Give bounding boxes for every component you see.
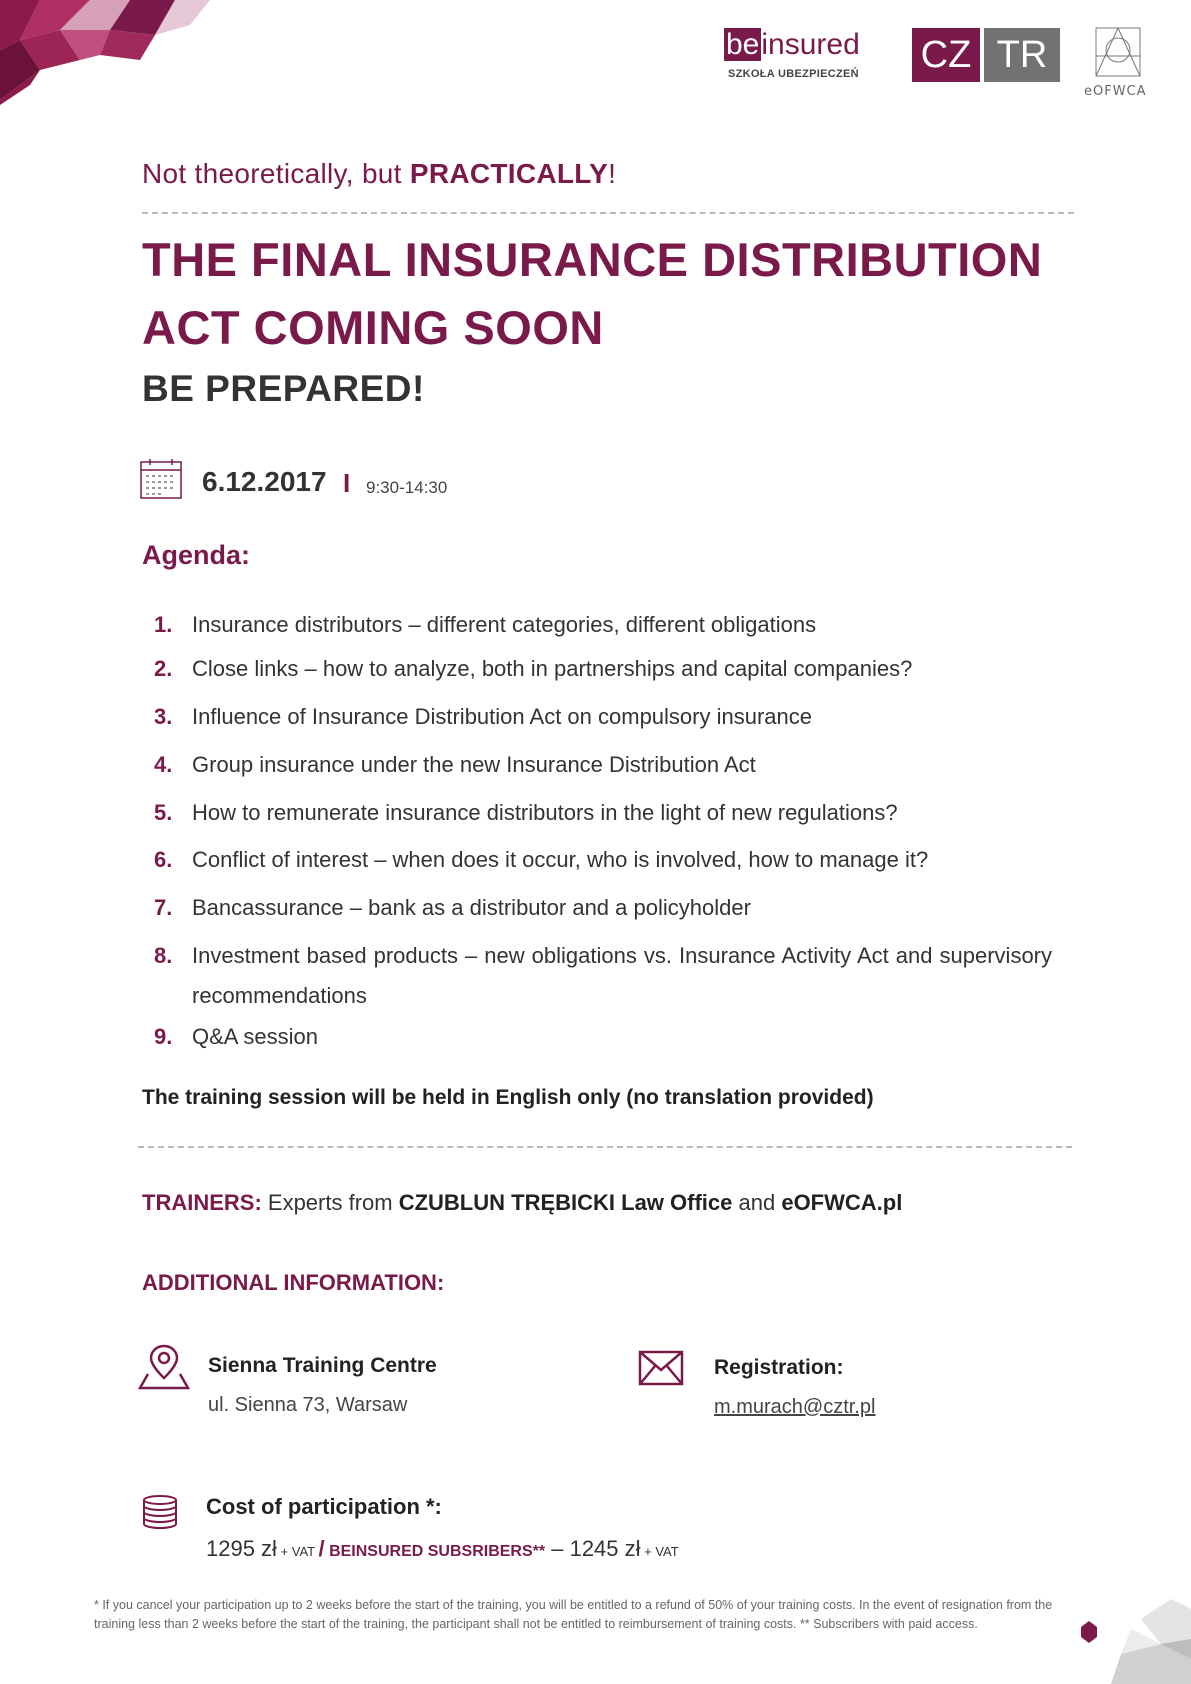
trainers-line: TRAINERS: Experts from CZUBLUN TRĘBICKI Law Office and eOFWCA.pl xyxy=(142,1190,903,1215)
envelope-icon xyxy=(638,1348,686,1388)
venue-name: Sienna Training Centre xyxy=(208,1354,437,1377)
beinsured-logo: beinsured SZKOŁA UBEZPIECZEŃ xyxy=(726,28,860,80)
subtitle: BE PREPARED! xyxy=(142,368,425,409)
title-line-1: THE FINAL INSURANCE DISTRIBUTION xyxy=(142,233,1043,286)
agenda-heading: Agenda: xyxy=(142,540,250,570)
event-time: 9:30-14:30 xyxy=(366,478,448,497)
registration-label: Registration: xyxy=(714,1356,844,1379)
tagline: Not theoretically, but PRACTICALLY! xyxy=(142,158,617,189)
cost-label: Cost of participation *: xyxy=(206,1494,442,1519)
decorative-cubes-bottom-right xyxy=(1081,1599,1191,1684)
event-date: 6.12.2017 xyxy=(202,466,327,497)
coins-icon xyxy=(140,1494,180,1534)
language-note: The training session will be held in English only (no translation provided) xyxy=(142,1086,874,1109)
divider-top xyxy=(142,212,1074,214)
cztr-logo: CZ TR xyxy=(912,28,1060,82)
decorative-cubes-top-left xyxy=(0,0,210,105)
date-separator: I xyxy=(343,468,351,498)
divider-bottom xyxy=(138,1146,1072,1148)
price-line: 1295 zł + VAT / BEINSURED SUBSRIBERS** – 1245 zł + VAT xyxy=(206,1536,679,1561)
additional-info-heading: ADDITIONAL INFORMATION: xyxy=(142,1270,445,1295)
registration-email-link[interactable]: m.murach@cztr.pl xyxy=(714,1396,876,1418)
footnote: * If you cancel your participation up to 2 weeks before the start of the training, you will be entitled to a refund of 50% of your training costs. In the event of resignation from the training less than 2 weeks before the start of the training, the participant shall not be entitled to reimbursement of training costs. ** Subscribers with paid access. xyxy=(94,1598,1053,1631)
location-pin-icon xyxy=(138,1340,190,1392)
calendar-icon xyxy=(140,458,182,500)
title-line-2: ACT COMING SOON xyxy=(142,301,604,354)
venue-address: ul. Sienna 73, Warsaw xyxy=(208,1394,408,1416)
eofwca-logo: eOFWCA xyxy=(1082,26,1162,102)
